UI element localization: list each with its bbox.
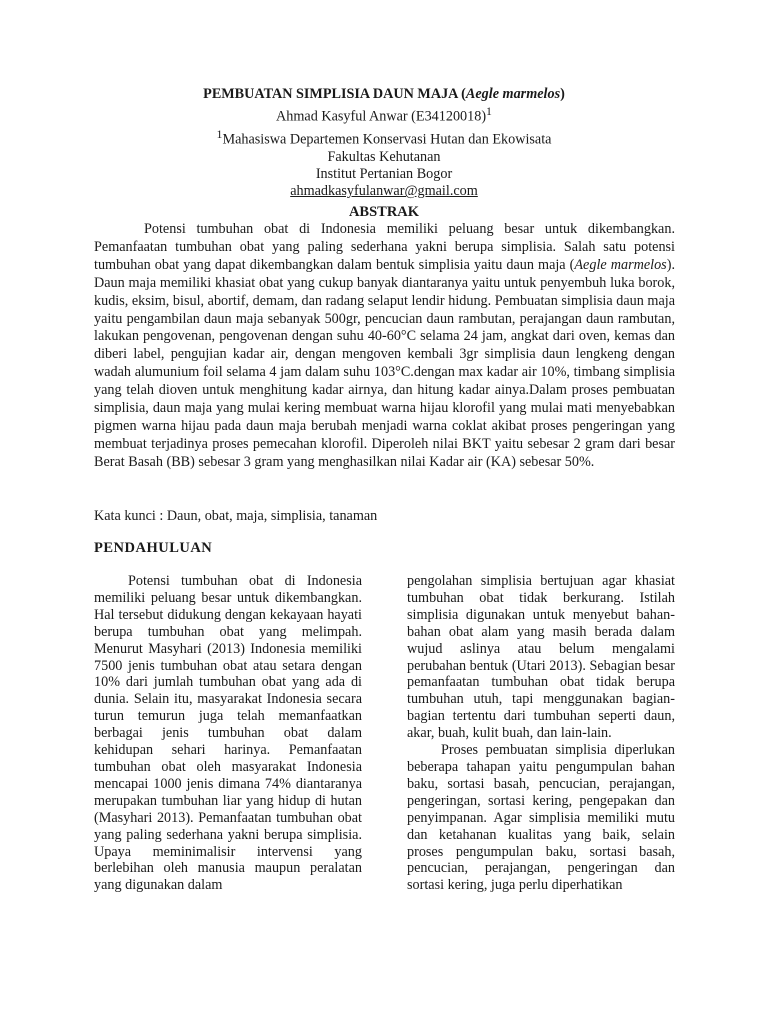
affiliation-superscript: 1	[216, 127, 223, 142]
faculty: Fakultas Kehutanan	[327, 149, 441, 166]
abstract-text-1: Potensi tumbuhan obat di Indonesia memiliki peluang besar untuk dikembangkan. Pemanfaatan tumbuhan obat yang paling sederhana yakni berupa simplisia. Salah satu potensi tumbuhan obat yang dapat dikembangkan dalam bentuk simplisia yaitu daun maja (	[94, 221, 675, 273]
right-paragraph-2: Proses pembuatan simplisia diperlukan beberapa tahapan yaitu pengumpulan bahan baku, sortasi basah, pencucian, perajangan, pengeringan, sortasi kering, pengepakan dan penyimpanan. Agar simplisia memiliki mutu dan ketahanan kualitas yang baik, selain proses pengumpulan baku, sortasi basah, pencucian, perajangan, pengeringan dan sortasi kering, juga perlu diperhatikan	[407, 742, 675, 894]
author-line	[0, 103, 768, 126]
institution: Institut Pertanian Bogor	[315, 166, 453, 183]
left-column	[94, 573, 362, 894]
paper-title	[0, 86, 768, 103]
right-paragraph-1: pengolahan simplisia bertujuan agar khasiat tumbuhan obat tidak berkurang. Istilah simplisia digunakan untuk menyebut bahan-bahan obat alam yang masih berada dalam wujud aslinya atau belum mengalami perubahan bentuk (Utari 2013). Sebagian besar pemanfaatan tumbuhan obat tidak berupa tumbuhan utuh, tapi menggunakan bagian-bagian tertentu dari tumbuhan seperti daun, akar, buah, kulit buah, dan lain-lain.	[407, 573, 675, 742]
author-name: Ahmad Kasyful Anwar (E34120018)	[276, 108, 487, 125]
affiliation: Mahasiswa Departemen Konservasi Hutan dan Ekowisata	[222, 131, 552, 148]
abstract-body	[94, 221, 675, 472]
right-column	[407, 573, 675, 894]
author-superscript: 1	[486, 104, 492, 119]
keywords: Kata kunci : Daun, obat, maja, simplisia, tanaman	[94, 508, 378, 524]
author-email[interactable]: ahmadkasyfulanwar@gmail.com	[290, 183, 478, 200]
title-species: Aegle marmelos	[465, 86, 561, 102]
title-text: PEMBUATAN SIMPLISIA DAUN MAJA (	[203, 86, 466, 102]
abstract-species: Aegle marmelos	[574, 256, 667, 273]
left-paragraph-1: Potensi tumbuhan obat di Indonesia memiliki peluang besar untuk dikembangkan. Hal tersebut didukung dengan kekayaan hayati berupa tumbuhan obat yang melimpah. Menurut Masyhari (2013) Indonesia memiliki 7500 jenis tumbuhan obat atau setara dengan 10% dari jumlah tumbuhan obat yang ada di dunia. Selain itu, masyarakat Indonesia secara turun temurun juga telah memanfaatkan berbagai jenis tumbuhan obat dalam kehidupan sehari harinya. Pemanfaatan tumbuhan obat oleh masyarakat Indonesia mencapai 1000 jenis dimana 74% diantaranya merupakan tumbuhan liar yang hidup di hutan (Masyhari 2013). Pemanfaatan tumbuhan obat yang paling sederhana yakni berupa simplisia. Upaya meminimalisir intervensi yang berlebihan oleh manusia maupun peralatan yang digunakan dalam	[94, 573, 362, 894]
abstract-heading: ABSTRAK	[348, 204, 420, 220]
section-heading-pendahuluan: PENDAHULUAN	[94, 540, 213, 556]
title-close: )	[560, 86, 565, 102]
affiliation-line	[0, 126, 768, 149]
paper-header	[0, 86, 768, 201]
abstract-text-2: ). Daun maja memiliki khasiat obat yang cukup banyak diantaranya yaitu untuk penyembuh luka borok, kudis, eksim, bisul, abortif, demam, dan radang selaput lendir hidung. Pembuatan simplisia daun maja yaitu pengambilan daun maja sebanyak 500gr, pencucian daun rambutan, perajangan daun rambutan, lakukan pengovenan, pengovenan dengan suhu 40-60°C selama 24 jam, angkat dari oven, kemas dan diberi label, pengujian kadar air, dengan mengoven kembali 3gr simplisia daun lengkeng dengan wadah alumunium foil selama 4 jam dalam suhu 103°C.dengan max kadar air 10%, timbang simplisia yang telah dioven untuk menghitung kadar airnya, dan hitung kadar ainya.Dalam proses pembuatan simplisia, daun maja yang mulai kering membuat warna hijau klorofil yang mulai mati menyebabkan pigmen warna hijau pada daun maja berubah menjadi warna coklat akibat proses pengeringan yang membuat terjadinya proses pemecahan klorofil. Diperoleh nilai BKT yaitu sebesar 2 gram dari besar Berat Basah (BB) sebesar 3 gram yang menghasilkan nilai Kadar air (KA) sebesar 50%.	[94, 256, 675, 470]
